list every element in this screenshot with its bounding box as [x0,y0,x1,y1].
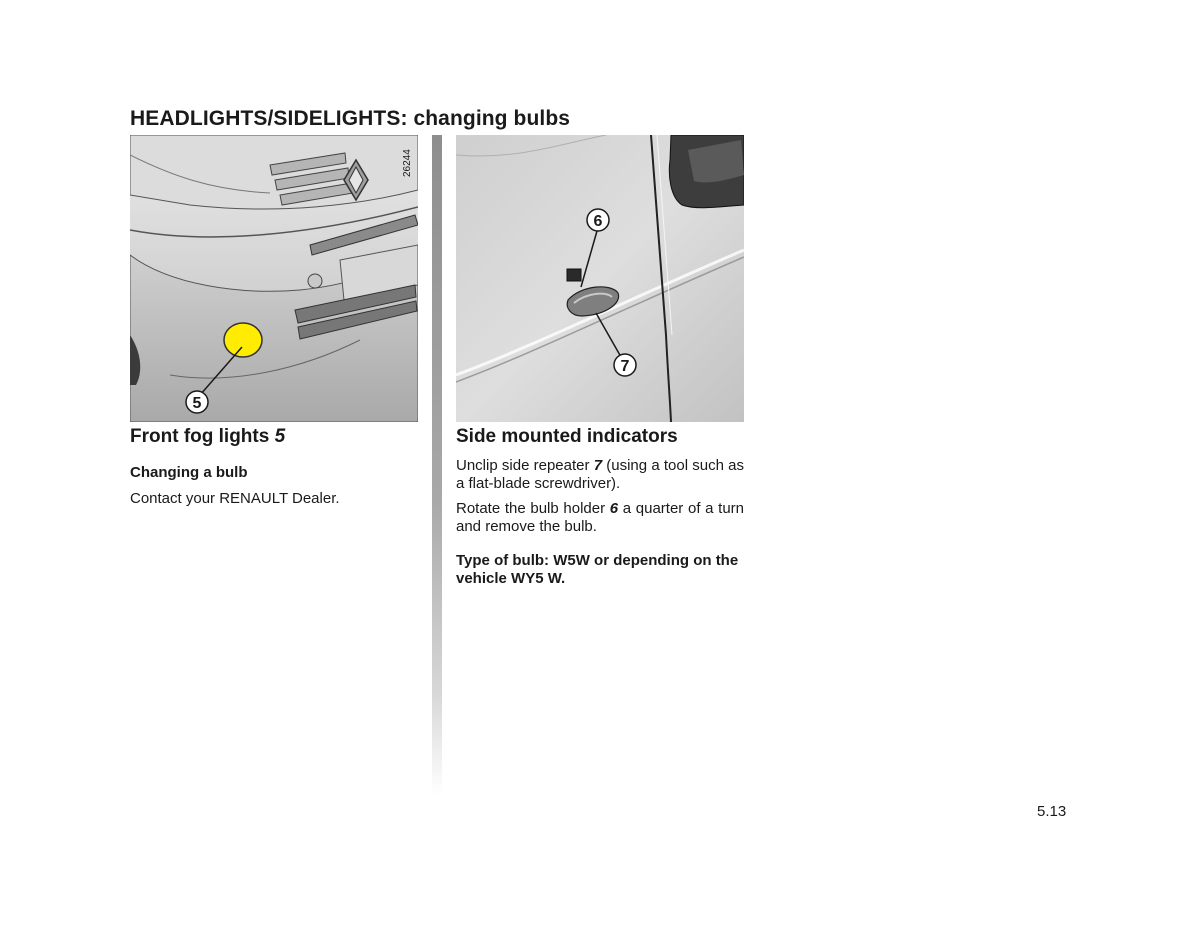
figure-reference-code: 26244 [402,149,413,177]
side-indicators-heading: Side mounted indicators [456,426,678,447]
fog-lights-heading-ref: 5 [274,426,286,447]
unclip-instruction: Unclip side repeater 7 (using a tool such as a flat-blade screwdriver). [456,457,744,492]
fog-light-illustration [130,135,418,422]
fog-lights-section [130,425,420,515]
changing-bulb-subheading: Changing a bulb [130,464,248,481]
callout-6: 6 [593,213,603,230]
callout-5: 5 [192,395,202,412]
side-indicators-section [456,425,744,595]
bulb-type-note: Type of bulb: W5W or depending on the vehicle WY5 W. [456,552,739,587]
fog-light-highlight [224,323,262,357]
callout-7: 7 [620,358,630,375]
rotate-instruction: Rotate the bulb holder 6 a quarter of a turn and remove the bulb. [456,500,744,535]
fog-lights-body: Contact your RENAULT Dealer. [130,490,340,507]
side-indicator-illustration [456,135,744,422]
fog-lights-heading: Front fog lights 5 [130,426,286,447]
column-divider [432,135,442,795]
page-title: HEADLIGHTS/SIDELIGHTS: changing bulbs [130,107,571,131]
page-number: 5.13 [1037,803,1067,820]
